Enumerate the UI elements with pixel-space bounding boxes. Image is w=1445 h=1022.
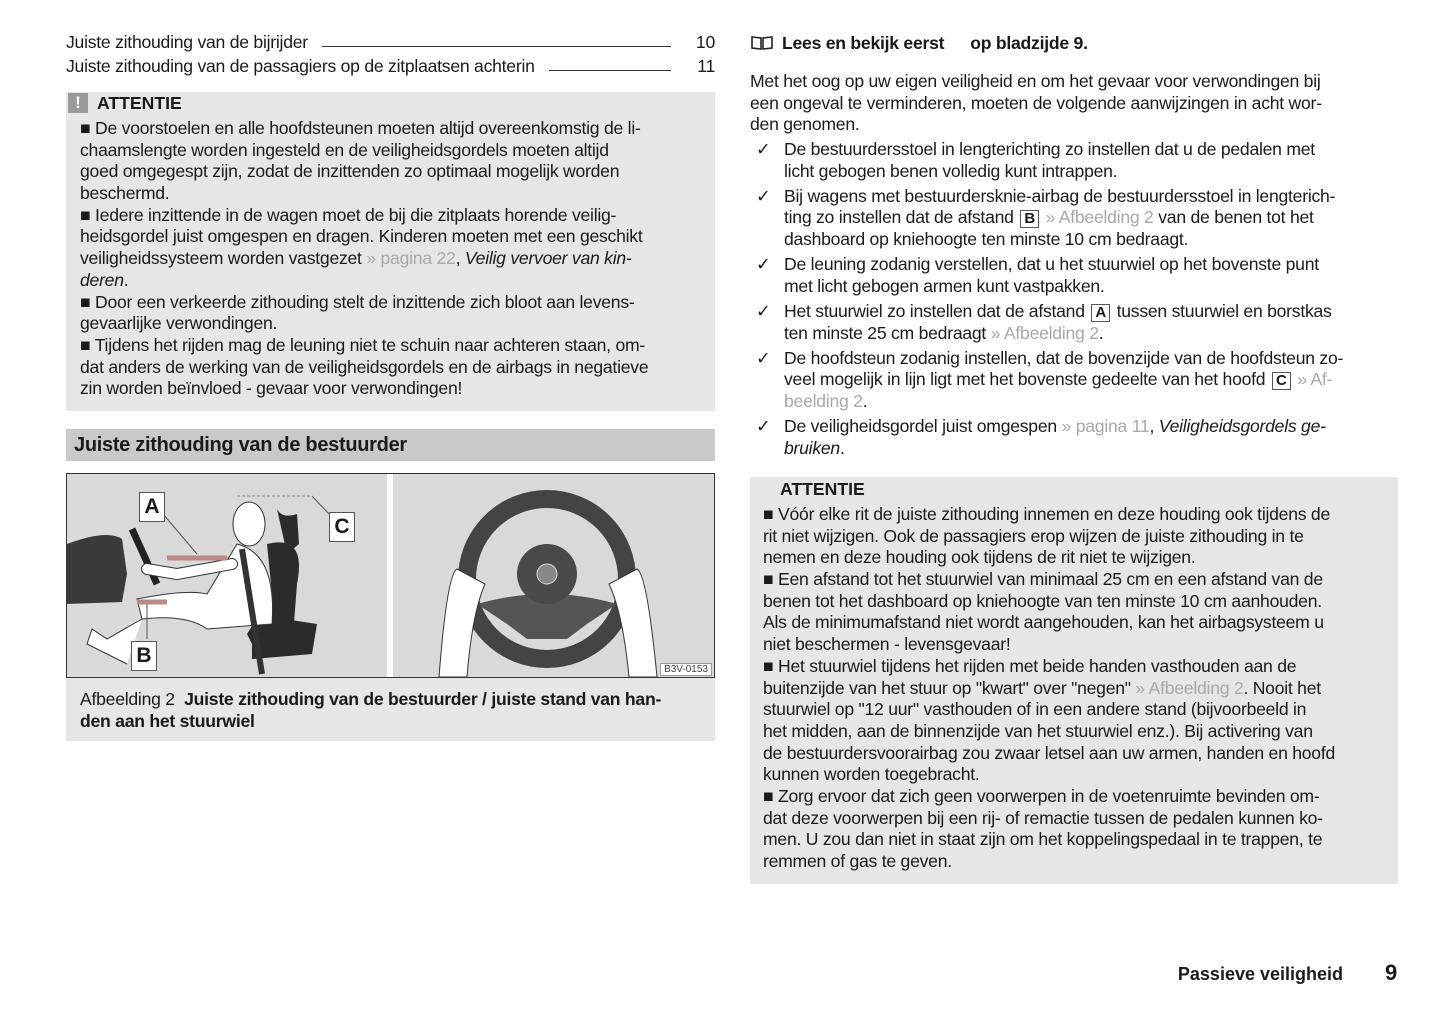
text-line [763,699,1335,721]
cross-reference-link[interactable]: » Afbeelding 2 [990,322,1099,343]
text-segment: veel mogelijk in lijn ligt met het bovenste gedeelte van het hoofd [784,369,1270,390]
checklist-item [750,254,1343,297]
checkmark-icon: ✓ [756,416,771,437]
cross-reference-link[interactable]: » Afbeelding 2 [1045,207,1154,228]
checkmark-icon: ✓ [756,254,771,275]
text-line [80,205,648,227]
cross-reference-link[interactable]: » pagina 22 [366,248,456,269]
figure-label-ref: C [1272,372,1291,390]
italic-reference: bruiken [784,437,840,458]
toc-leader [549,70,671,71]
text-line [80,378,648,400]
book-icon [750,35,774,51]
section-heading-bar [66,429,715,461]
text-segment: ■ Vóór elke rit de juiste zithouding innemen en deze houding ook tijdens de [763,504,1330,524]
figure-label-ref: A [1091,304,1110,322]
figure-code: B3V-0153 [660,663,712,676]
text-line [763,591,1335,613]
text-segment: . [839,437,845,458]
text-segment: men. U zou dan niet in staat zijn om het koppelingspedaal in te trappen, te [763,829,1323,850]
text-line [784,276,1319,298]
text-segment: dat anders de werking van de veiligheidsgordels en de airbags in negatieve [80,356,649,377]
toc-page: 10 [695,32,715,52]
text-segment: Bij wagens met bestuurdersknie-airbag de bestuurdersstoel in lengterich- [784,185,1336,206]
figure-label-a: A [139,492,165,522]
text-line [80,313,648,335]
text-line [784,348,1343,370]
intro-paragraph [750,71,1322,136]
text-segment: benen tot het dashboard op kniehoogte van ten minste 10 cm aanhouden. [763,590,1322,611]
text-line [80,335,648,357]
text-segment: tussen stuurwiel en borstkas [1111,300,1332,321]
section-heading: Juiste zithouding van de bestuurder [74,434,407,456]
text-line [784,254,1319,276]
text-segment: chaamslengte worden ingesteld en de veiligheidsgordels moeten altijd [80,139,609,160]
text-line [80,183,648,205]
text-line [763,829,1335,851]
figure-label-b: B [131,641,157,671]
text-line [784,229,1335,251]
text-segment: van de benen tot het [1153,207,1314,228]
text-line [763,526,1335,548]
checklist-text [784,348,1343,413]
text-segment: heidsgordel juist omgespen en dragen. Kinderen moeten met een geschikt [80,226,643,247]
warning-text [80,118,648,400]
text-segment: met licht gebogen armen kunt vastpakken. [784,275,1105,296]
text-line [80,140,648,162]
text-segment: dashboard op kniehoogte ten minste 10 cm bedraagt. [784,229,1189,250]
checklist-text [784,186,1335,251]
text-line [763,678,1335,700]
checkmark-icon: ✓ [756,139,771,159]
text-line [80,248,648,270]
text-segment: ■ Een afstand tot het stuurwiel van minimaal 25 cm en een afstand van de [763,569,1323,590]
read-first [750,33,1088,55]
warning-text [763,504,1335,873]
text-segment: Met het oog op uw eigen veiligheid en om het gevaar voor verwondingen bij [750,71,1321,91]
text-segment: zin worden beïnvloed - gevaar voor verwondingen! [80,378,463,399]
read-first-text: Lees en bekijk eerst [782,33,945,53]
text-line [750,114,1322,136]
text-segment: , [455,248,465,269]
checklist-text [784,301,1332,344]
text-line [784,301,1332,323]
text-segment: remmen of gas te geven. [763,851,952,871]
text-line [784,161,1315,183]
text-line [80,292,648,314]
italic-reference: deren [80,269,124,290]
checklist-item [750,186,1343,251]
read-first-page: op bladzijde 9. [970,33,1088,53]
exclamation-icon: ! [68,93,88,113]
toc-entry[interactable] [66,32,715,53]
text-segment: ten minste 25 cm bedraagt [784,322,991,343]
text-segment: stuurwiel op "12 uur" vasthouden of in een andere stand (bijvoorbeeld in [763,699,1307,720]
figure-caption [66,678,715,741]
text-line [784,438,1326,460]
text-segment: het midden, aan de binnenzijde van het stuurwiel enz.). Bij activering van [763,720,1313,741]
text-line [784,323,1332,345]
text-line [784,139,1315,161]
caption-title-line1: Juiste zithouding van de bestuurder / juiste stand van han- [184,689,662,709]
checklist-text [784,254,1319,297]
text-segment: Het stuurwiel zo instellen dat de afstand [784,300,1090,321]
text-segment: den genomen. [750,114,860,135]
text-segment: nemen en deze houding ook tijdens de rit niet te wijzigen. [763,547,1196,568]
text-segment: goed omgegespt zijn, zodat de inzittenden zo optimaal mogelijk worden [80,161,620,182]
text-segment: ■ De voorstoelen en alle hoofdsteunen moeten altijd overeenkomstig de li- [80,118,641,138]
italic-reference: Veiligheidsgordels ge- [1158,416,1326,437]
warning-title: ATTENTIE [780,479,865,499]
checklist-item [750,416,1343,459]
text-line [763,547,1335,569]
text-line [763,808,1335,830]
text-line [763,612,1335,634]
text-segment: , [1149,416,1159,437]
text-segment: De veiligheidsgordel juist omgespen [784,416,1062,437]
text-segment: ■ Iedere inzittende in de wagen moet de bij die zitplaats horende veilig- [80,204,617,225]
checklist-item [750,348,1343,413]
page-number: 9 [1385,960,1398,985]
text-line [763,743,1335,765]
text-line [763,786,1335,808]
figure-label-ref: B [1020,210,1039,228]
text-line [80,357,648,379]
text-line [763,764,1335,786]
text-segment: de bestuurdersvoorairbag zou zwaar letsel aan uw armen, handen en hoofd [763,742,1336,763]
text-line [784,186,1335,208]
footer-section: Passieve veiligheid [1177,964,1343,984]
text-segment: beschermd. [80,183,170,204]
text-segment: dat deze voorwerpen bij een rij- of remactie tussen de pedalen kunnen ko- [763,807,1323,828]
checklist-item [750,139,1343,182]
checkmark-icon: ✓ [756,347,771,368]
text-segment: De hoofdsteun zodanig instellen, dat de bovenzijde van de hoofdsteun zo- [784,347,1344,368]
text-line [763,634,1335,656]
text-segment: ■ Door een verkeerde zithouding stelt de inzittende zich bloot aan levens- [80,291,635,312]
warning-title: ATTENTIE [97,93,182,113]
text-segment: gevaarlijke verwondingen. [80,313,278,334]
text-segment: niet beschermen - levensgevaar! [763,634,1011,655]
text-segment: buitenzijde van het stuur op "kwart" over "negen" [763,677,1136,698]
toc-leader [322,46,671,47]
text-line [80,270,648,292]
text-line [763,851,1335,873]
text-line [763,504,1335,526]
text-segment: . Nooit het [1243,677,1321,698]
text-line [784,391,1343,413]
toc-title: Juiste zithouding van de bijrijder [66,32,308,52]
text-line [784,369,1343,391]
text-segment: . [862,391,868,412]
caption-title-line2: den aan het stuurwiel [80,711,255,731]
text-line [784,416,1326,438]
text-line [80,118,648,140]
checklist [750,139,1343,463]
text-line [763,569,1335,591]
toc-page: 11 [697,56,715,76]
checklist-text [784,416,1326,459]
cross-reference-link[interactable]: » Af- [1297,369,1333,390]
italic-reference: Veilig vervoer van kin- [464,248,632,269]
text-segment: ■ Tijdens het rijden mag de leuning niet te schuin naar achteren staan, om- [80,334,645,355]
figure-label-c: C [329,512,355,542]
text-segment: licht gebogen benen volledig kunt intrappen. [784,160,1118,181]
text-segment: veiligheidssysteem worden vastgezet [80,248,367,269]
text-line [784,207,1335,229]
text-line [80,226,648,248]
text-segment: ■ Het stuurwiel tijdens het rijden met beide handen vasthouden aan de [763,655,1297,676]
text-line [80,161,648,183]
text-segment: kunnen worden toegebracht. [763,764,980,785]
text-segment: ■ Zorg ervoor dat zich geen voorwerpen in de voetenruimte bevinden om- [763,785,1320,806]
text-segment: De bestuurdersstoel in lengterichting zo instellen dat u de pedalen met [784,139,1315,159]
checkmark-icon: ✓ [756,300,771,321]
caption-prefix: Afbeelding 2 [80,689,175,709]
toc-title: Juiste zithouding van de passagiers op de zitplaatsen achterin [66,56,535,76]
checklist-item [750,301,1343,344]
text-segment: . [1098,322,1104,343]
text-segment: ting zo instellen dat de afstand [784,207,1019,228]
cross-reference-link[interactable]: » pagina 11 [1061,416,1150,437]
cross-reference-link[interactable]: beelding 2 [784,391,863,412]
text-segment: . [123,269,129,290]
text-line [750,71,1322,93]
checkmark-icon: ✓ [756,185,771,206]
text-segment: De leuning zodanig verstellen, dat u het stuurwiel op het bovenste punt [784,254,1319,275]
text-line [750,93,1322,115]
text-segment: Als de minimumafstand niet wordt aangehouden, kan het airbagsysteem u [763,612,1324,633]
cross-reference-link[interactable]: » Afbeelding 2 [1135,677,1244,698]
text-segment: rit niet wijzigen. Ook de passagiers erop wijzen de juiste zithouding in te [763,525,1304,546]
text-segment: een ongeval te verminderen, moeten de volgende aanwijzingen in acht wor- [750,92,1322,113]
checklist-text [784,139,1315,182]
figure [66,473,715,678]
toc-entry[interactable] [66,56,715,77]
text-line [763,656,1335,678]
text-line [763,721,1335,743]
